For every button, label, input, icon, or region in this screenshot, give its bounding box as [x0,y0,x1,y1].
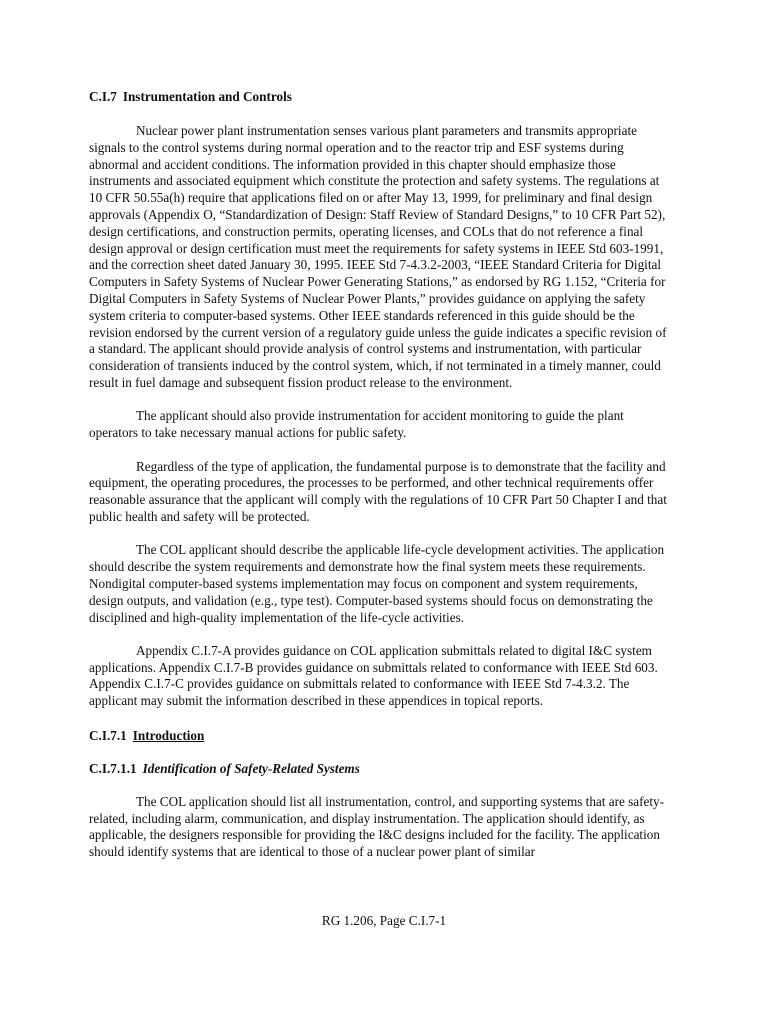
spacer [89,105,673,123]
paragraph-accident-monitoring: The applicant should also provide instrumentation for accident monitoring to guide the plant operators to take necessary manual actions for public safety. [89,408,624,441]
page-footer: RG 1.206, Page C.I.7-1 [321,913,447,928]
section-heading [89,88,673,105]
paragraph-life-cycle: The COL applicant should describe the applicable life-cycle development activities. The application should describe the system requirements and demonstrate how the final system meets these requirements. Nondigital computer-based systems implementation may focus on component and system requirements, design outputs, and validation (e.g., type test). Computer-based systems should focus on demonstrating the disciplined and high-quality implementation of the life-cycle activities. [89,542,665,625]
paragraph-appendices: Appendix C.I.7-A provides guidance on COL application submittals related to digital I&C system applications. Appendix C.I.7-B provides guidance on submittals related to conformance with IEEE Std 603. Appendix C.I.7-C provides guidance on submittals related to conformance with IEEE Std 7-4.3.2. The applicant may submit the information described in these appendices in topical reports. [89,642,658,709]
paragraph-overview: Nuclear power plant instrumentation senses various plant parameters and transmits appropriate signals to the control systems during normal operation and to the reactor trip and ESF systems during abnormal and accident conditions. The information provided in this chapter should emphasize those instruments and associated equipment which constitute the protection and safety systems. The regulations at 10 CFR 50.55a(h) require that applications filed on or after May 13, 1999, for preliminary and final design approvals (Appendix O, “Standardization of Design: Staff Review of Standard Designs,” to 10 CFR Part 52), design certifications, and construction permits, operating licenses, and COLs that do not reference a final design approval or design certification must meet the requirements for safety systems in IEEE Std 603-1991, and the correction sheet dated January 30, 1995. IEEE Std 7-4.3.2-2003, “IEEE Standard Criteria for Digital Computers in Safety Systems of Nuclear Power Generating Stations,” as endorsed by RG 1.152, “Criteria for Digital Computers in Safety Systems of Nuclear Power Plants,” provides guidance on applying the safety system criteria to computer-based systems. Other IEEE standards referenced in this guide should be the revision endorsed by the current version of a regulatory guide unless the guide indicates a specific revision of a standard. The applicant should provide analysis of control systems and instrumentation, with particular consideration of transients induced by the control system, which, if not terminated in a timely manner, could result in fuel damage and subsequent fission product release to the environment. [89,123,667,390]
spacer [89,442,673,459]
subsubsection-heading [89,760,673,777]
spacer [89,777,673,794]
spacer [89,744,673,761]
spacer [89,626,673,643]
paragraph-safety-related-systems: The COL application should list all instrumentation, control, and supporting systems that are safety-related, including alarm, communication, and display instrumentation. The application should identify, as applicable, the designers responsible for providing the I&C designs included for the facility. The application should identify systems that are identical to those of a nuclear power plant of similar [89,793,665,860]
subsection-heading [89,727,673,744]
spacer [89,710,673,727]
document-page [89,88,673,861]
paragraph-fundamental-purpose: Regardless of the type of application, the fundamental purpose is to demonstrate that the facility and equipment, the operating procedures, the processes to be performed, and other technical requirements offer reasonable assurance that the applicant will comply with the regulations of 10 CFR Part 50 Chapter I and that public health and safety will be protected. [89,458,667,524]
subsection-title: Introduction [132,727,205,743]
spacer [89,526,673,543]
section-title: Instrumentation and Controls [122,89,292,104]
subsubsection-title: Identification of Safety-Related Systems [142,761,360,777]
spacer [89,392,673,409]
subsubsection-number: C.I.7.1.1 [89,761,137,777]
section-number: C.I.7 [89,89,117,104]
subsection-number: C.I.7.1 [89,727,127,743]
